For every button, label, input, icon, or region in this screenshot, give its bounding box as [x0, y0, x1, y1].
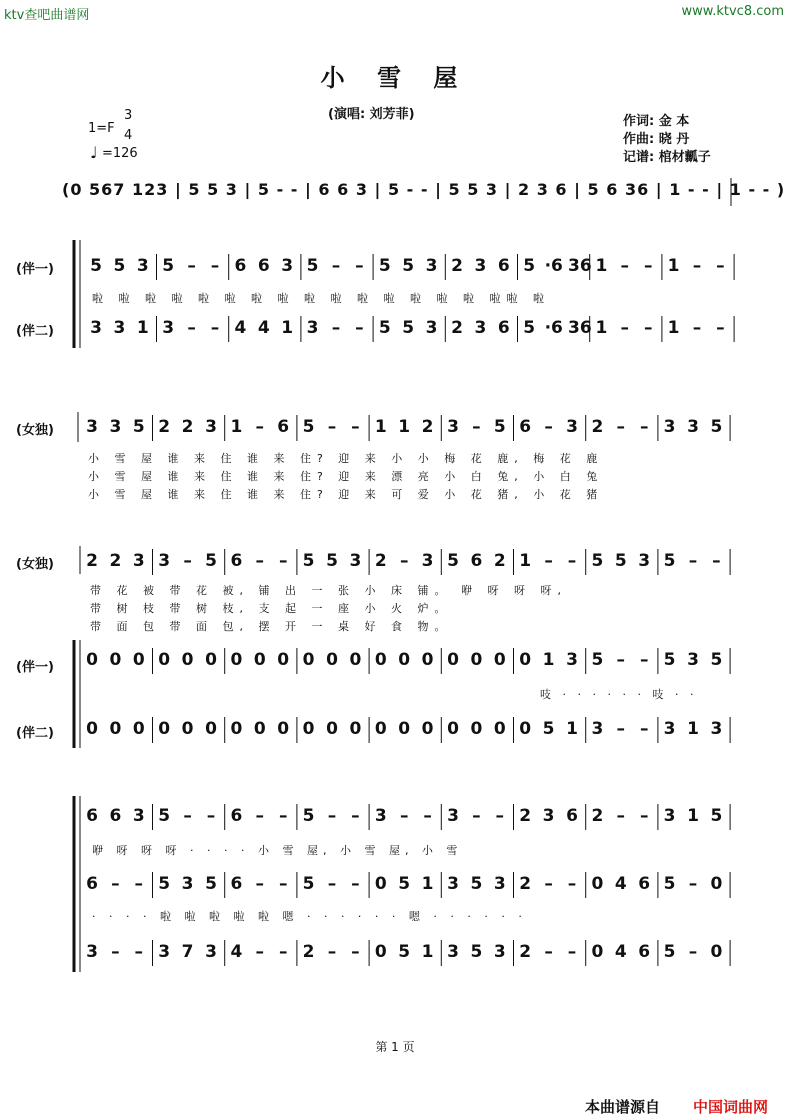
note: 6	[497, 318, 510, 338]
note: 3	[158, 942, 171, 962]
note: –	[255, 874, 265, 894]
note: 0	[591, 874, 604, 894]
note: 5	[398, 942, 411, 962]
note: 1	[566, 719, 578, 739]
note: 0	[421, 650, 434, 670]
note: 5	[523, 318, 536, 338]
time-signature-bottom: 4	[124, 128, 133, 143]
note: 3	[447, 942, 459, 962]
note: 5	[302, 806, 315, 826]
note: ·6	[544, 318, 563, 338]
note: 1	[519, 551, 532, 571]
note: –	[187, 256, 196, 276]
label-acc2-s1: (伴二)	[16, 324, 54, 339]
note: 5	[205, 551, 217, 571]
note: 0	[205, 719, 217, 739]
note: 0	[349, 650, 362, 670]
note: –	[183, 806, 192, 826]
note: 3	[566, 650, 578, 670]
note: –	[255, 417, 265, 437]
note: 0	[326, 650, 338, 670]
note: 6	[497, 256, 510, 276]
note: 0	[158, 719, 171, 739]
lyrics-solo-s3-v3: 带 面 包 带 面 包, 摆 开 一 桌 好 食 物。	[90, 620, 452, 633]
lyrics-solo-s2-v2: 小 雪 屋 谁 来 住 谁 来 住? 迎 来 漂 亮 小 白 兔, 小 白 兔	[88, 470, 604, 483]
note: 5	[402, 256, 415, 276]
note: –	[331, 318, 341, 338]
lyrics-solo-s3-v1: 带 花 被 带 花 被, 铺 出 一 张 小 床 铺。 咿 呀 呀 呀,	[90, 584, 567, 597]
label-solo-s3: (女独)	[16, 557, 54, 572]
label-acc1-s1: (伴一)	[16, 262, 54, 277]
note: 6	[234, 256, 247, 276]
note: 3	[90, 318, 102, 338]
note: –	[134, 874, 144, 894]
note: 36	[568, 318, 592, 338]
note: 0	[398, 650, 411, 670]
note: 6	[566, 806, 578, 826]
note: –	[399, 551, 409, 571]
note: 3	[663, 417, 676, 437]
note: –	[327, 417, 337, 437]
note: 0	[710, 874, 723, 894]
note: –	[692, 318, 702, 338]
note: –	[692, 256, 702, 276]
note: 5	[470, 874, 483, 894]
note: 3	[132, 806, 145, 826]
note: 3	[493, 942, 506, 962]
note: 3	[374, 806, 387, 826]
note: 1	[230, 417, 243, 437]
note: 6	[230, 874, 243, 894]
note: 0	[447, 719, 459, 739]
note: –	[544, 874, 553, 894]
note: 1	[595, 256, 608, 276]
note: 3	[687, 417, 699, 437]
note: 5	[162, 256, 175, 276]
note: 1	[687, 806, 699, 826]
note: 2	[374, 551, 387, 571]
note: 5	[113, 256, 126, 276]
note: 0	[374, 942, 387, 962]
note: 0	[493, 719, 506, 739]
note: –	[472, 806, 481, 826]
note: 6	[109, 806, 122, 826]
note: 6	[638, 942, 651, 962]
note: –	[567, 942, 577, 962]
note: 5	[402, 318, 415, 338]
note: 0	[302, 650, 315, 670]
note: 6	[86, 874, 98, 894]
note: 2	[109, 551, 122, 571]
note: 4	[230, 942, 243, 962]
note: 1	[687, 719, 699, 739]
song-title: 小 雪 屋	[320, 64, 470, 92]
note: 5	[158, 874, 171, 894]
note: 36	[568, 256, 592, 276]
note: 5	[378, 318, 391, 338]
note: 5	[302, 874, 315, 894]
note: –	[355, 256, 364, 276]
note: –	[278, 551, 288, 571]
note: –	[399, 806, 409, 826]
note: 3	[493, 874, 506, 894]
note: 1	[398, 417, 411, 437]
note: 3	[158, 551, 171, 571]
note: 0	[398, 719, 411, 739]
note: –	[278, 874, 288, 894]
note: –	[544, 942, 553, 962]
lyrics-solo-s3-v2: 带 树 枝 带 树 枝, 支 起 一 座 小 火 炉。	[90, 602, 452, 615]
note: –	[616, 719, 626, 739]
note: 3	[306, 318, 319, 338]
note: 5	[663, 874, 676, 894]
note: 0	[374, 874, 387, 894]
note: 6	[638, 874, 651, 894]
note: 3	[425, 256, 438, 276]
label-acc2-s3: (伴二)	[16, 726, 54, 741]
note: 3	[109, 417, 122, 437]
note: 0	[109, 719, 122, 739]
note: 5	[302, 417, 315, 437]
note: –	[255, 551, 265, 571]
note: 2	[493, 551, 506, 571]
note: –	[355, 318, 364, 338]
note: 1	[374, 417, 387, 437]
note: 6	[86, 806, 98, 826]
label-acc1-s3: (伴一)	[16, 660, 54, 675]
note: 3	[447, 874, 459, 894]
note: 5	[710, 806, 723, 826]
note: 3	[113, 318, 126, 338]
note: –	[206, 806, 216, 826]
note: 2	[302, 942, 315, 962]
note: 0	[181, 650, 194, 670]
time-signature-top: 3	[124, 108, 133, 123]
note: 3	[542, 806, 555, 826]
note: 4	[614, 942, 627, 962]
note: 0	[470, 650, 483, 670]
note: 7	[181, 942, 194, 962]
note: –	[616, 806, 626, 826]
note: 0	[205, 650, 217, 670]
note: 6	[257, 256, 270, 276]
note: –	[111, 942, 120, 962]
page-number: 第 1 页	[375, 1040, 415, 1054]
note: –	[423, 806, 432, 826]
note: 6	[230, 551, 243, 571]
note: –	[255, 942, 265, 962]
note: 3	[181, 874, 194, 894]
note: 2	[519, 806, 532, 826]
note: 2	[519, 942, 532, 962]
note: 5	[90, 256, 102, 276]
note: 1	[421, 942, 434, 962]
singer-credit: (演唱: 刘芳菲)	[328, 107, 415, 122]
note: 2	[591, 417, 604, 437]
note: –	[331, 256, 341, 276]
source-site[interactable]: 中国词曲网	[693, 1098, 769, 1116]
note: 4	[234, 318, 247, 338]
note: 0	[421, 719, 434, 739]
note: –	[210, 318, 220, 338]
note: 3	[136, 256, 149, 276]
note: –	[716, 256, 725, 276]
note: 3	[162, 318, 175, 338]
note: –	[351, 874, 360, 894]
note: 3	[132, 551, 145, 571]
lyrics-acc1-s1: 啦 啦 啦 啦 啦 啦 啦 啦 啦 啦 啦 啦 啦 啦 啦 啦啦 啦	[92, 292, 550, 305]
note: 3	[86, 417, 98, 437]
note: –	[351, 417, 360, 437]
note: –	[688, 551, 698, 571]
note: 0	[493, 650, 506, 670]
note: 0	[519, 719, 532, 739]
note: 5	[591, 650, 604, 670]
note: 5	[447, 551, 459, 571]
note: 5	[542, 719, 555, 739]
note: –	[567, 551, 577, 571]
lyrics-solo-s4: 咿 呀 呀 呀 · · · · 小 雪 屋, 小 雪 屋, 小 雪	[92, 844, 463, 857]
note: 1	[281, 318, 294, 338]
note: 6	[230, 806, 243, 826]
note: 0	[230, 719, 243, 739]
note: 2	[158, 417, 171, 437]
note: 3	[687, 650, 699, 670]
note: 2	[591, 806, 604, 826]
note: 6	[277, 417, 290, 437]
note: 0	[109, 650, 122, 670]
note: 0	[277, 719, 290, 739]
note: 3	[663, 719, 676, 739]
note: 5	[663, 942, 676, 962]
note: 5	[710, 650, 723, 670]
note: 3	[566, 417, 578, 437]
note: 3	[474, 256, 487, 276]
note: 5	[302, 551, 315, 571]
note: 2	[451, 256, 463, 276]
note: 3	[447, 806, 459, 826]
note: 6	[519, 417, 532, 437]
lyrics-acc1-s4: · · · · 啦 啦 啦 啦 啦 嗯 · · · · · · 嗯 · · · · · ·	[92, 910, 527, 923]
note: –	[183, 551, 192, 571]
note: 0	[591, 942, 604, 962]
intro-line: (0 567 123 | 5 5 3 | 5 - - | 6 6 3 | 5 - - | 5 5 3 | 2 3 6 | 5 6 36 | 1 - - | 1 - - )	[62, 180, 786, 199]
note: –	[210, 256, 220, 276]
note: –	[351, 806, 360, 826]
note: 2	[181, 417, 194, 437]
note: –	[688, 874, 698, 894]
note: 3	[425, 318, 438, 338]
note: –	[643, 256, 653, 276]
note: –	[639, 719, 649, 739]
note: –	[472, 417, 481, 437]
note: –	[620, 256, 630, 276]
note: 3	[710, 719, 723, 739]
composer-credit: 作曲: 晓 丹	[623, 132, 690, 147]
note: 0	[349, 719, 362, 739]
note: 0	[302, 719, 315, 739]
note: –	[327, 942, 337, 962]
note: –	[567, 874, 577, 894]
note: 0	[132, 719, 145, 739]
note: 1	[595, 318, 608, 338]
lyrics-solo-s2-v3: 小 雪 屋 谁 来 住 谁 来 住? 迎 来 可 爱 小 花 猪, 小 花 猪	[88, 488, 604, 501]
note: 4	[614, 874, 627, 894]
note: 3	[281, 256, 294, 276]
note: 3	[205, 942, 217, 962]
note: 1	[667, 318, 680, 338]
note: –	[688, 942, 698, 962]
watermark-right[interactable]: www.ktvc8.com	[681, 4, 784, 19]
note: 1	[421, 874, 434, 894]
note: –	[639, 650, 649, 670]
note: 3	[421, 551, 434, 571]
note: 3	[447, 417, 459, 437]
note: –	[716, 318, 725, 338]
note: 5	[663, 650, 676, 670]
note: 1	[136, 318, 149, 338]
note: –	[327, 806, 337, 826]
note: 0	[519, 650, 532, 670]
key-signature: 1=F	[88, 121, 115, 136]
note: 6	[470, 551, 483, 571]
note: 5	[205, 874, 217, 894]
note: –	[544, 551, 553, 571]
note: –	[643, 318, 653, 338]
note: 0	[277, 650, 290, 670]
lyrics-solo-s2-v1: 小 雪 屋 谁 来 住 谁 来 住? 迎 来 小 小 梅 花 鹿, 梅 花 鹿	[88, 452, 604, 465]
note: 5	[470, 942, 483, 962]
note: 0	[253, 719, 266, 739]
label-solo-s2: (女独)	[16, 423, 54, 438]
source-prefix: 本曲谱源自	[585, 1098, 661, 1116]
tempo-mark: =126	[102, 146, 138, 161]
note: –	[712, 551, 721, 571]
note: 3	[349, 551, 362, 571]
note: 2	[421, 417, 434, 437]
note: 5	[614, 551, 627, 571]
note: 0	[158, 650, 171, 670]
note: 0	[132, 650, 145, 670]
note: 5	[493, 417, 506, 437]
note: 3	[205, 417, 217, 437]
note: 5	[306, 256, 319, 276]
note: –	[616, 417, 626, 437]
note: 5	[591, 551, 604, 571]
note: –	[111, 874, 120, 894]
note: –	[544, 417, 553, 437]
note: 1	[667, 256, 680, 276]
note: 0	[710, 942, 723, 962]
lyrics-acc1-s3: 吱 · · · · · · 吱 · ·	[540, 688, 698, 701]
note: 0	[86, 650, 98, 670]
note: 0	[181, 719, 194, 739]
watermark-left[interactable]: ktv查吧曲谱网	[4, 8, 90, 23]
note: 3	[86, 942, 98, 962]
note: 3	[638, 551, 651, 571]
note: 0	[447, 650, 459, 670]
note: –	[187, 318, 196, 338]
note: 2	[451, 318, 463, 338]
note: 0	[374, 650, 387, 670]
note: –	[620, 318, 630, 338]
note: 5	[158, 806, 171, 826]
note: 0	[253, 650, 266, 670]
note: 0	[326, 719, 338, 739]
note: 5	[398, 874, 411, 894]
note: 3	[663, 806, 676, 826]
note: –	[278, 942, 288, 962]
transcriber-credit: 记谱: 棺材瓤子	[623, 150, 711, 165]
lyricist-credit: 作词: 金 本	[623, 114, 690, 129]
note: 5	[326, 551, 338, 571]
note: 3	[474, 318, 487, 338]
note: 5	[378, 256, 391, 276]
note: 0	[230, 650, 243, 670]
note: 5	[710, 417, 723, 437]
note: 4	[257, 318, 270, 338]
note: 0	[470, 719, 483, 739]
note: –	[495, 806, 505, 826]
note: 0	[86, 719, 98, 739]
note: 5	[523, 256, 536, 276]
note: –	[278, 806, 288, 826]
note: –	[616, 650, 626, 670]
note: –	[255, 806, 265, 826]
note: 2	[86, 551, 98, 571]
note: 5	[663, 551, 676, 571]
note: 5	[132, 417, 145, 437]
note: –	[639, 806, 649, 826]
note: –	[351, 942, 360, 962]
note: 0	[374, 719, 387, 739]
quarter-note-icon: ♩	[90, 143, 98, 162]
note: –	[134, 942, 144, 962]
note: –	[327, 874, 337, 894]
note: 1	[542, 650, 555, 670]
note: ·6	[544, 256, 563, 276]
note: 3	[591, 719, 604, 739]
note: 2	[519, 874, 532, 894]
note: –	[639, 417, 649, 437]
